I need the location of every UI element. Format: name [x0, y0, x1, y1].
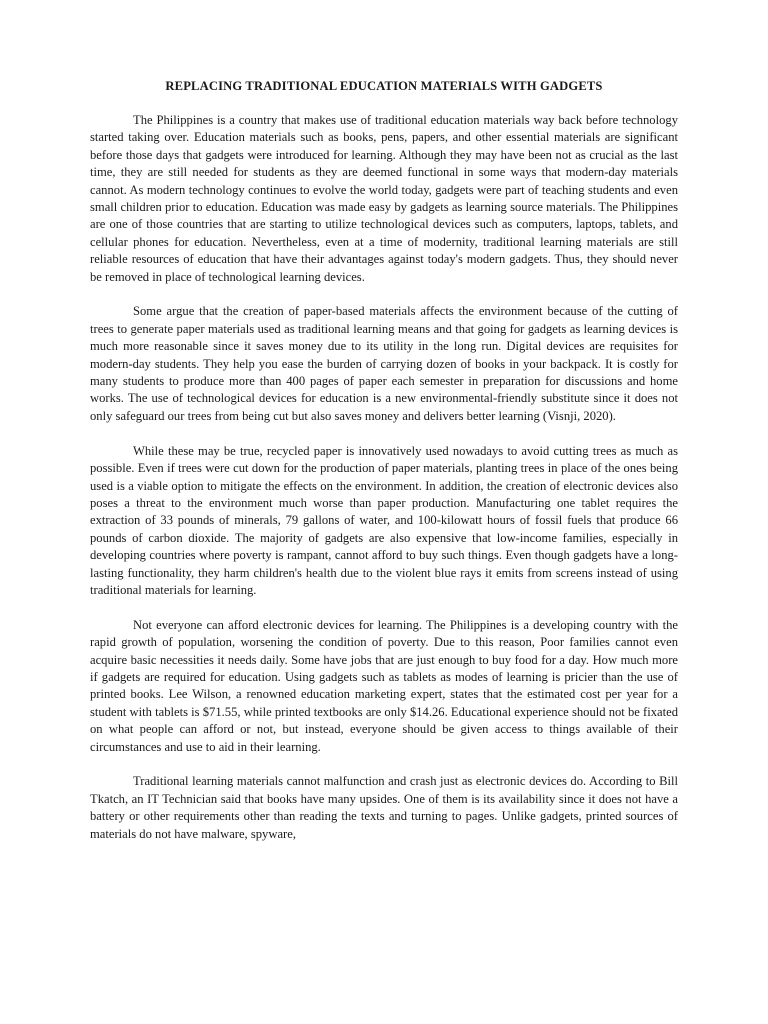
paragraph-1: The Philippines is a country that makes use of traditional education materials way back before technology started taking over. Education materials such as books, pens, papers, and other essential materials are significant before those days that gadgets were introduced for learning. Although they may have been not as crucial as the last time, they are still needed for students as they are deemed functional in some ways that modern-day materials cannot. As modern technology continues to evolve the world today, gadgets were part of teaching students and even small children prior to education. Education was made easy by gadgets as learning source materials. The Philippines are one of those countries that are starting to utilize technological devices such as computers, laptops, tablets, and cellular phones for education. Nevertheless, even at a time of modernity, traditional learning materials are still reliable resources of education that have their advantages against today's modern gadgets. Thus, they should never be removed in place of technological learning devices. [90, 113, 678, 284]
document-title: REPLACING TRADITIONAL EDUCATION MATERIALS WITH GADGETS [165, 79, 603, 93]
paragraph-4: Not everyone can afford electronic devices for learning. The Philippines is a developing country with the rapid growth of population, worsening the condition of poverty. Due to this reason, Poor families cannot even acquire basic necessities it needs daily. Some have jobs that are just enough to buy food for a day. How much more if gadgets are required for education. Using gadgets such as tablets as modes of learning is pricier than the use of printed books. Lee Wilson, a renowned education marketing expert, states that the estimated cost per year for a student with tablets is $71.55, while printed textbooks are only $14.26. Educational experience should not be fixated on what people can afford or not, but instead, everyone should be given access to things available of their circumstances and use to aid in their learning. [90, 617, 678, 754]
paragraph-3: While these may be true, recycled paper is innovatively used nowadays to avoid cutting trees as much as possible. Even if trees were cut down for the production of paper materials, planting trees in place of the ones being used is a viable option to mitigate the effects on the environment. In addition, the creation of electronic devices also poses a threat to the environment much worse than paper production. Manufacturing one tablet requires the extraction of 33 pounds of minerals, 79 gallons of water, and 100-kilowatt hours of fossil fuels that produce 66 pounds of carbon dioxide. The majority of gadgets are also expensive that low-income families, especially in developing countries where poverty is rampant, cannot afford to buy such things. Even though gadgets have a long-lasting functionality, they harm children's health due to the violent blue rays it emits from screens instead of using traditional materials for learning. [90, 443, 678, 597]
paragraph-2: Some argue that the creation of paper-based materials affects the environment because of the cutting of trees to generate paper materials used as traditional learning means and that going for gadgets as learning devices is much more reasonable since it saves money due to its utility in the long run. Digital devices are requisites for modern-day students. They help you ease the burden of carrying dozen of books in your backpack. It is costly for many students to produce more than 400 pages of paper each semester in preparation for discussions and home works. The use of technological devices for education is a new environmental-friendly substitute since it does not only safeguard our trees from being cut but also saves money and delivers better learning (Visnji, 2020). [90, 304, 678, 423]
paragraph-5: Traditional learning materials cannot malfunction and crash just as electronic devices do. According to Bill Tkatch, an IT Technician said that books have many upsides. One of them is its availability since it does not have a battery or other requirements other than reading the texts and turning to pages. Unlike gadgets, printed sources of materials do not have malware, spyware, [90, 774, 678, 841]
